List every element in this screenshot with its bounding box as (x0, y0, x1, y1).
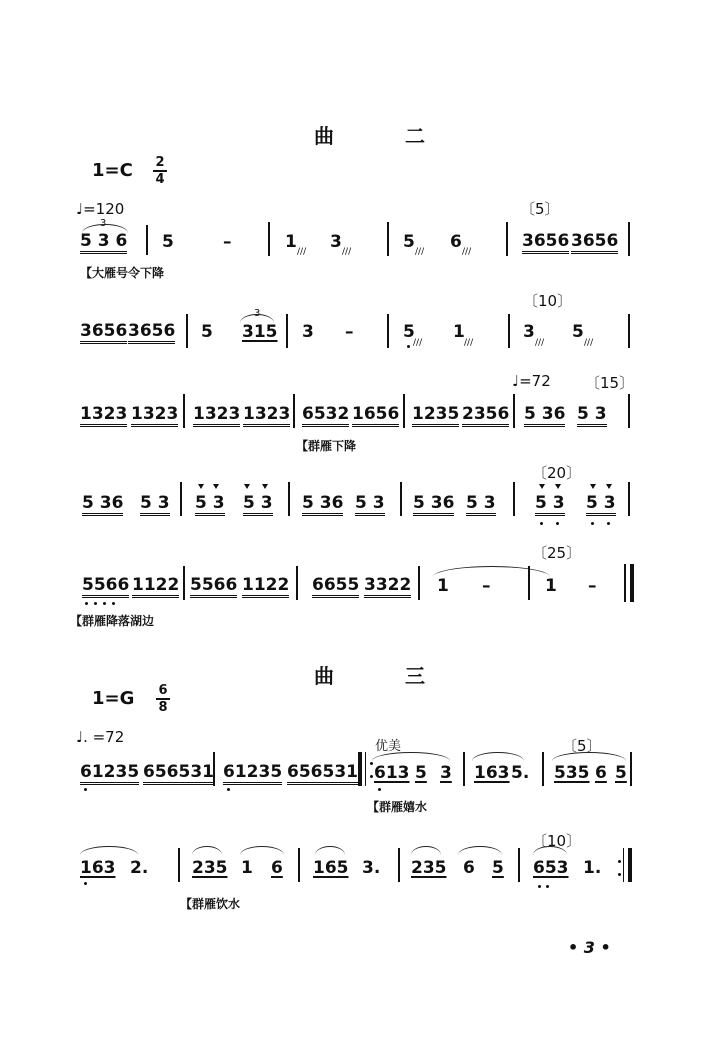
note: 6 (463, 858, 475, 878)
staccato-mark (555, 484, 561, 489)
slur (80, 846, 138, 855)
final-barline-thin (624, 564, 626, 602)
meter-bottom: 8 (158, 700, 168, 715)
barline (403, 394, 405, 428)
dash: – (345, 322, 354, 342)
barline (513, 394, 515, 428)
octave-dot-low (538, 885, 541, 888)
barline (387, 314, 389, 348)
repeat-dot (618, 860, 621, 863)
barline (518, 848, 520, 882)
quarter-note-icon: ♩ (76, 200, 84, 218)
note: 2. (130, 858, 149, 878)
marker-10: 〔10〕 (532, 832, 582, 850)
note: 3 (440, 763, 452, 783)
note: 5. (511, 763, 530, 783)
note: 5 (492, 858, 504, 878)
note: 5 (615, 763, 627, 783)
section-label: 【群雁降落湖边 (70, 614, 155, 628)
slur (458, 846, 502, 855)
note-group: 535 (554, 763, 590, 783)
tempo-value: . =72 (83, 728, 125, 746)
tuplet-mark: 3 (254, 308, 261, 319)
piece3-key: 1=G (92, 688, 135, 709)
note: 5 (201, 322, 213, 342)
barline (296, 566, 298, 600)
staccato-mark (198, 484, 204, 489)
barline (268, 222, 270, 256)
barline (398, 848, 400, 882)
note-group: 5 36 (413, 494, 454, 516)
expression-mark: 优美 (375, 739, 402, 754)
section-label: 【群雁下降 (296, 439, 357, 453)
quarter-note-icon: ♩ (512, 372, 520, 390)
octave-dot-low (84, 882, 87, 885)
note-group: 5 3 (140, 494, 170, 516)
meter-top: 6 (158, 683, 168, 698)
note-group: 5 3 (243, 494, 273, 516)
barline (542, 752, 544, 786)
barline (628, 394, 630, 428)
section-label: 【群雁饮水 (180, 897, 241, 911)
marker-15: 〔15〕 (585, 374, 635, 392)
note: 1 (453, 322, 465, 342)
octave-dot-low (556, 522, 559, 525)
repeat-barline-thick (358, 752, 362, 786)
repeat-dot (618, 873, 621, 876)
barline (630, 752, 632, 786)
note: 5 (403, 322, 415, 342)
barline (180, 482, 182, 516)
note: 5 (162, 232, 174, 252)
barline (528, 566, 530, 600)
note: 3 (330, 232, 342, 252)
note-group: 5 3 (466, 494, 496, 516)
note: 3 (523, 322, 535, 342)
note-group: 3656 (522, 232, 569, 254)
octave-dot-low (85, 602, 88, 605)
barline (183, 566, 185, 600)
repeat-dot (370, 775, 373, 778)
tremolo-mark: /// (464, 338, 474, 348)
note-group: 3656 (571, 232, 618, 254)
dash: – (223, 232, 232, 252)
octave-dot-low (540, 522, 543, 525)
octave-dot-low (112, 602, 115, 605)
tempo-value: =120 (83, 200, 125, 218)
piece3-title: 曲 三 (314, 664, 457, 688)
barline (387, 222, 389, 256)
note-group: 235 (411, 858, 447, 878)
octave-dot-low (84, 788, 87, 791)
note-group: 1122 (242, 576, 289, 598)
piece3-meter (156, 684, 170, 714)
repeat-barline-thin (365, 752, 366, 786)
repeat-barline-thin (623, 848, 624, 882)
meter-top: 2 (155, 155, 165, 170)
note-group: 5 3 (535, 494, 565, 516)
octave-dot-low (227, 788, 230, 791)
note-group: 5 3 6 (80, 232, 127, 254)
section-label: 【大雁号令下降 (80, 266, 165, 280)
staccato-mark (539, 484, 545, 489)
octave-dot-low (94, 602, 97, 605)
barline (286, 314, 288, 348)
note-group: 5566 (190, 576, 237, 598)
note-group: 5 3 (195, 494, 225, 516)
note: 5 (572, 322, 584, 342)
note-group: 5566 (82, 576, 129, 598)
marker-10: 〔10〕 (523, 292, 573, 310)
barline (508, 314, 510, 348)
repeat-dot (370, 762, 373, 765)
note-group: 163 (80, 858, 116, 878)
barline (628, 314, 630, 348)
note: 6 (595, 763, 607, 783)
barline (288, 482, 290, 516)
note-group: 235 (192, 858, 228, 878)
note-group: 315 (242, 322, 278, 342)
note-group: 1323 (193, 405, 240, 427)
note: 1 (241, 858, 253, 878)
note: 3 (302, 322, 314, 342)
note-group: 613 (374, 763, 410, 783)
dash: – (588, 576, 597, 596)
note-group: 656531 (143, 763, 214, 785)
piece2-tempo (76, 200, 124, 218)
barline (178, 848, 180, 882)
quarter-note-icon: ♩ (76, 728, 84, 746)
note: 3. (362, 858, 381, 878)
barline (186, 314, 188, 348)
note-group: 1122 (132, 576, 179, 598)
barline (628, 222, 630, 256)
barline (628, 482, 630, 516)
note-group: 1323 (243, 405, 290, 427)
tie (433, 566, 550, 577)
barline (298, 848, 300, 882)
staccato-mark (213, 484, 219, 489)
piece2-meter (153, 156, 167, 186)
octave-dot-low (103, 602, 106, 605)
note-group: 5 3 (586, 494, 616, 516)
octave-dot-low (407, 345, 410, 348)
note: 1 (545, 576, 557, 596)
slur (192, 846, 222, 855)
note-group: 1323 (80, 405, 127, 427)
tuplet-mark: 3 (100, 218, 107, 229)
slur (411, 846, 441, 855)
slur (240, 846, 284, 855)
octave-dot-low (378, 788, 381, 791)
barline (213, 752, 215, 786)
note-group: 5 36 (302, 494, 343, 516)
marker-25: 〔25〕 (532, 544, 582, 562)
note-group: 1235 (412, 405, 459, 427)
staccato-mark (262, 484, 268, 489)
staccato-mark (590, 484, 596, 489)
final-barline-thick (630, 564, 634, 602)
note-group: 165 (313, 858, 349, 878)
piece2-key: 1=C (92, 160, 133, 181)
tremolo-mark: /// (297, 247, 307, 257)
octave-dot-low (546, 885, 549, 888)
tremolo-mark: /// (584, 338, 594, 348)
piece3-tempo (76, 728, 124, 746)
note-group: 3656 (80, 322, 127, 344)
tremolo-mark: /// (342, 247, 352, 257)
marker-5: 〔5〕 (562, 737, 602, 755)
marker-5: 〔5〕 (520, 200, 560, 218)
barline (513, 482, 515, 516)
repeat-barline-thick (628, 848, 632, 882)
octave-dot-low (591, 522, 594, 525)
note-group: 6532 (302, 405, 349, 427)
note-group: 5 3 (577, 405, 607, 427)
piece2-title: 曲 二 (314, 124, 457, 148)
tempo-value: =72 (519, 372, 551, 390)
barline (146, 225, 148, 255)
note-group: 1323 (131, 405, 178, 427)
note-group: 2356 (462, 405, 509, 427)
barline (418, 566, 420, 600)
tremolo-mark: /// (413, 338, 423, 348)
note-group: 61235 (80, 763, 139, 785)
tremolo-mark: /// (462, 247, 472, 257)
slur (472, 752, 524, 761)
barline (506, 222, 508, 256)
barline (183, 394, 185, 428)
staccato-mark (606, 484, 612, 489)
section-label: 【群雁嬉水 (367, 800, 428, 814)
page-number: • 3 • (568, 938, 611, 957)
note-group: 61235 (223, 763, 282, 785)
note: 1 (285, 232, 297, 252)
dash: – (482, 576, 491, 596)
tremolo-mark: /// (415, 247, 425, 257)
note: 1 (437, 576, 449, 596)
note-group: 656531 (287, 763, 358, 785)
note: 6 (450, 232, 462, 252)
note-group: 3322 (364, 576, 411, 598)
note: 6 (271, 858, 283, 878)
note-group: 6655 (312, 576, 359, 598)
note-group: 5 36 (82, 494, 123, 516)
barline (293, 394, 295, 428)
barline (400, 482, 402, 516)
note-group: 5 36 (524, 405, 565, 427)
piece2-tempo2 (512, 372, 551, 390)
note-group: 5 3 (355, 494, 385, 516)
staccato-mark (244, 484, 250, 489)
tremolo-mark: /// (535, 338, 545, 348)
note: 1. (583, 858, 602, 878)
note: 5 (415, 763, 427, 783)
note-group: 163 (474, 763, 510, 783)
slur (315, 846, 345, 855)
note-group: 3656 (128, 322, 175, 344)
note-group: 653 (533, 858, 569, 878)
marker-20: 〔20〕 (532, 464, 582, 482)
note-group: 1656 (352, 405, 399, 427)
note: 5 (403, 232, 415, 252)
barline (463, 752, 465, 786)
octave-dot-low (607, 522, 610, 525)
meter-bottom: 4 (155, 172, 165, 187)
